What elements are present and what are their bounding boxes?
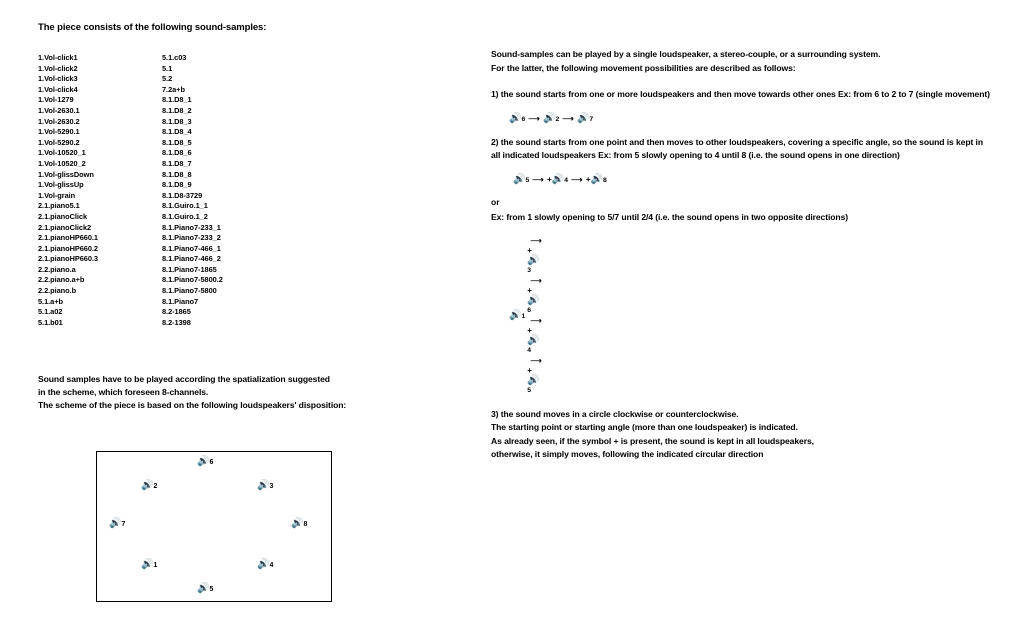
list-item: 7.2a+b — [162, 84, 185, 94]
list-item: 1.Vol-5290.2 — [38, 137, 80, 147]
list-item: 1.Vol-10520_2 — [38, 158, 86, 168]
spatialization-note — [38, 373, 468, 412]
movement-item-2 — [491, 136, 991, 163]
list-item: 1.Vol-2630.2 — [38, 116, 80, 126]
loudspeaker-icon: 🔊 — [590, 173, 604, 185]
loudspeaker-icon: 🔊 — [109, 518, 122, 529]
list-item: 2.2.piano.a+b — [38, 275, 85, 285]
list-item: 2.1.pianoHP660.3 — [38, 254, 98, 264]
list-item: 8.1.Guiro.1_1 — [162, 201, 208, 211]
list-item: 1.Vol-glissDown — [38, 169, 94, 179]
list-item: 1.Vol-click4 — [38, 84, 78, 94]
speaker-number: 1 — [153, 562, 158, 569]
speaker-3 — [257, 480, 273, 491]
list-item: 8.2-1398 — [162, 317, 191, 327]
loudspeaker-icon: 🔊 — [197, 456, 210, 467]
list-item: 1.Vol-5290.1 — [38, 127, 80, 137]
formula-speaker-number: 3 — [527, 266, 532, 274]
loudspeaker-icon: 🔊 — [527, 374, 540, 386]
list-item: 1.Vol-click2 — [38, 63, 78, 73]
list-item: 1.Vol-click1 — [38, 53, 78, 62]
list-item: 5.1.b01 — [38, 317, 63, 327]
list-item: 5.1 — [162, 63, 173, 73]
speaker-number: 5 — [209, 586, 214, 593]
list-item: 8.1.Piano7-5800 — [162, 286, 217, 296]
list-item: 2.1.piano5.1 — [38, 201, 80, 211]
formula-speaker-number: 6 — [521, 115, 526, 123]
loudspeaker-icon: 🔊 — [513, 173, 526, 185]
list-item: 5.1.a02 — [38, 307, 63, 317]
plus-sign: + — [585, 174, 591, 184]
speaker-7 — [109, 518, 125, 529]
movement-item-2-line: 2) the sound starts from one point and then moves to other loudspeakers, covering a specific — [491, 136, 864, 147]
speaker-number: 6 — [209, 459, 214, 466]
loudspeaker-icon: 🔊 — [527, 334, 540, 346]
speaker-number: 8 — [303, 521, 308, 528]
right-intro-line: Sound-samples can be played by a single loudspeaker, a stereo-couple, or a surrounding system. — [491, 49, 881, 59]
arrow-icon: ⟶ — [530, 235, 542, 245]
movement-item-2-line: angle, so the sound is kept in all indicated loudspeakers — [491, 136, 983, 161]
movement-item-3-line: otherwise, it simply moves, following the indicated circular direction — [491, 449, 764, 460]
intro-text: The piece consists of the following sound-samples: — [38, 22, 267, 33]
speaker-number: 7 — [121, 521, 126, 528]
speaker-8 — [291, 518, 307, 529]
speaker-5 — [197, 583, 213, 594]
list-item: 2.1.pianoClick2 — [38, 222, 92, 232]
list-item: 1.Vol-glissUp — [38, 180, 84, 190]
note-line: in the scheme, which foreseen 8-channels. — [38, 387, 209, 397]
list-item: 8.1.D8_2 — [162, 105, 192, 115]
formula-speaker-number: 8 — [603, 176, 607, 184]
list-item: 8.1.D8_9 — [162, 180, 192, 190]
arrow-icon: ⟶ — [530, 315, 542, 325]
note-line: The scheme of the piece is based on the following loudspeakers' disposition: — [38, 400, 347, 410]
list-item: 2.1.pianoClick — [38, 211, 87, 221]
movement-formula-2 — [513, 174, 991, 185]
loudspeaker-icon: 🔊 — [542, 112, 556, 124]
formula-speaker-number: 4 — [564, 176, 569, 184]
movement-formula-2b — [509, 236, 991, 396]
movement-item-3-line: The starting point or starting angle (more than one loudspeaker) is indicated. — [491, 422, 798, 433]
loudspeaker-icon: 🔊 — [197, 583, 210, 594]
movement-item-1-line: Ex: from 6 to 2 to 7 (single movement) — [838, 89, 990, 100]
formula-speaker-number: 2 — [555, 115, 560, 123]
arrow-icon: ⟶ — [562, 113, 574, 123]
list-item: 5.1.c03 — [162, 53, 187, 62]
list-item: 1.Vol-2630.1 — [38, 105, 80, 115]
speaker-number: 2 — [153, 483, 158, 490]
list-item: 5.2 — [162, 74, 173, 84]
list-item: 8.1.D8_6 — [162, 148, 192, 158]
loudspeaker-icon: 🔊 — [257, 480, 270, 491]
right-intro-line: For the latter, the following movement possibilities are described as follows: — [491, 62, 796, 73]
list-item: 8.1.Piano7-5800.2 — [162, 275, 223, 285]
list-item: 8.1.Piano7-233_2 — [162, 233, 221, 243]
right-intro — [491, 48, 991, 75]
loudspeaker-icon: 🔊 — [509, 112, 522, 124]
loudspeaker-icon: 🔊 — [527, 294, 540, 306]
formula-speaker-number: 6 — [527, 306, 532, 314]
speaker-number: 4 — [269, 562, 274, 569]
list-item: 8.1.Piano7-233_1 — [162, 222, 221, 232]
formula-speaker-number: 5 — [527, 386, 532, 394]
list-item: 1.Vol-10520_1 — [38, 148, 86, 158]
formula-speaker-number: 1 — [521, 312, 526, 320]
arrow-icon: ⟶ — [571, 174, 583, 184]
list-item: 1.Vol-1279 — [38, 95, 74, 105]
speaker-4 — [257, 559, 273, 570]
sound-samples-list — [38, 53, 468, 373]
formula-branch-row: ⟶ + 🔊 3 ⟶ + 🔊 6 — [527, 236, 544, 316]
loudspeaker-icon: 🔊 — [576, 112, 590, 124]
left-column — [38, 22, 468, 412]
or-label: or — [491, 196, 500, 207]
list-item: 2.1.pianoHP660.1 — [38, 233, 98, 243]
loudspeaker-icon: 🔊 — [527, 254, 540, 266]
formula-speaker-number: 4 — [527, 346, 532, 354]
samples-column-a — [38, 53, 158, 328]
list-item: 1.Vol-grain — [38, 190, 76, 200]
list-item: 8.2-1865 — [162, 307, 191, 317]
formula-speaker-number: 7 — [589, 115, 594, 123]
list-item: 8.1.D8_7 — [162, 158, 192, 168]
list-item: 8.1.D8_5 — [162, 137, 192, 147]
loudspeaker-disposition-diagram — [96, 451, 332, 602]
arrow-icon: ⟶ — [528, 113, 540, 123]
movement-item-3-line: As already seen, if the symbol + is present, the sound is kept in all loudspeakers, — [491, 435, 814, 446]
movement-item-1-line: 1) the sound starts from one or more loudspeakers and then move towards other ones — [491, 89, 836, 100]
arrow-icon: ⟶ — [530, 275, 542, 285]
list-item: 8.1.Piano7 — [162, 296, 199, 306]
movement-item-3 — [491, 408, 991, 462]
plus-sign: + — [546, 174, 552, 184]
speaker-2 — [141, 480, 157, 491]
list-item: 8.1.Guiro.1_2 — [162, 211, 208, 221]
list-item: 8.1.D8-3729 — [162, 190, 203, 200]
list-item: 2.2.piano.b — [38, 286, 77, 296]
movement-item-3-line: 3) the sound moves in a circle clockwise or counterclockwise. — [491, 408, 739, 419]
movement-item-2b — [491, 211, 991, 225]
list-item: 2.2.piano.a — [38, 264, 76, 274]
movement-item-2b-line: Ex: from 1 slowly opening to 5/7 until 2/4 (i.e. the sound opens in two opposite directions) — [491, 211, 849, 222]
arrow-icon: ⟶ — [530, 355, 542, 365]
samples-column-b — [162, 53, 322, 328]
list-item: 8.1.D8_1 — [162, 95, 192, 105]
loudspeaker-icon: 🔊 — [257, 559, 270, 570]
list-item: 8.1.D8_8 — [162, 169, 192, 179]
formula-speaker-number: 5 — [525, 176, 530, 184]
list-item: 8.1.Piano7-1865 — [162, 264, 217, 274]
list-item: 8.1.D8_4 — [162, 127, 192, 137]
movement-formula-1 — [509, 113, 991, 124]
loudspeaker-icon: 🔊 — [141, 480, 154, 491]
list-item: 2.1.pianoHP660.2 — [38, 243, 98, 253]
loudspeaker-icon: 🔊 — [551, 173, 565, 185]
loudspeaker-icon: 🔊 — [291, 518, 304, 529]
right-column — [491, 48, 991, 475]
loudspeaker-icon: 🔊 — [141, 559, 154, 570]
formula-branch-row: ⟶ + 🔊 4 ⟶ + 🔊 5 — [527, 316, 544, 396]
speaker-1 — [141, 559, 157, 570]
arrow-icon: ⟶ — [532, 174, 544, 184]
movement-item-1 — [491, 88, 991, 102]
list-item: 8.1.D8_3 — [162, 116, 192, 126]
movement-item-2-line: Ex: from 5 slowly opening to 4 until 8 (i.e. the sound opens in one direction) — [598, 150, 900, 161]
speaker-number: 3 — [269, 483, 274, 490]
formula-branches — [527, 236, 544, 396]
speaker-6 — [197, 456, 213, 467]
list-item: 1.Vol-click3 — [38, 74, 78, 84]
list-item: 5.1.a+b — [38, 296, 63, 306]
list-item: 8.1.Piano7-466_1 — [162, 243, 221, 253]
note-line: Sound samples have to be played according the spatialization suggested — [38, 374, 330, 384]
list-item: 8.1.Piano7-466_2 — [162, 254, 221, 264]
loudspeaker-icon: 🔊 — [509, 309, 522, 321]
